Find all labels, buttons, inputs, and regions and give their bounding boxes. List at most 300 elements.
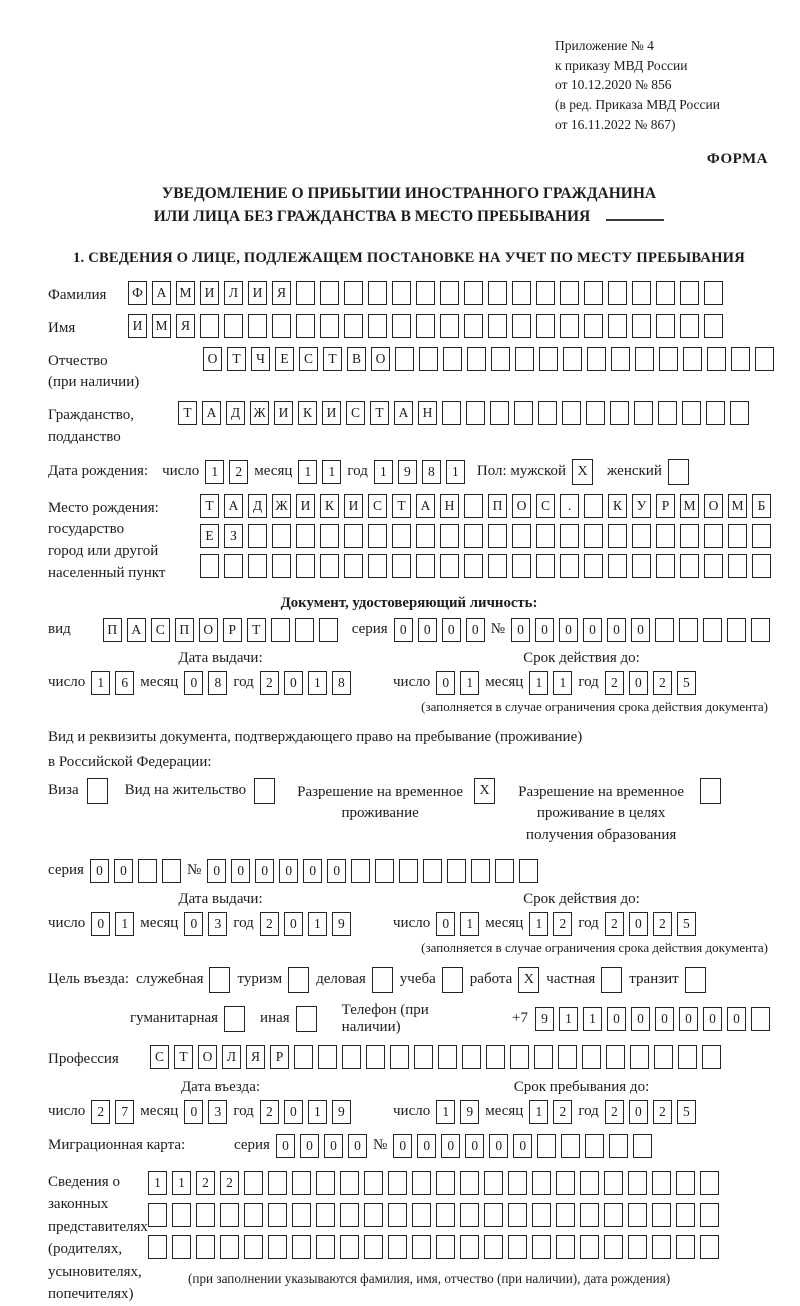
form-cell[interactable]: С xyxy=(368,494,387,518)
form-cell[interactable]: С xyxy=(151,618,170,642)
form-cell[interactable] xyxy=(486,1045,505,1069)
form-cell[interactable] xyxy=(563,347,582,371)
form-cell[interactable] xyxy=(656,524,675,548)
form-cell[interactable] xyxy=(340,1203,359,1227)
form-cell[interactable]: 0 xyxy=(727,1007,746,1031)
form-cell[interactable]: 2 xyxy=(91,1100,110,1124)
form-cell[interactable] xyxy=(388,1171,407,1195)
form-cell[interactable]: О xyxy=(512,494,531,518)
form-cell[interactable] xyxy=(532,1235,551,1259)
form-cell[interactable] xyxy=(628,1203,647,1227)
form-cell[interactable] xyxy=(319,618,338,642)
form-cell[interactable] xyxy=(728,524,747,548)
form-cell[interactable] xyxy=(680,281,699,305)
form-cell[interactable]: 0 xyxy=(394,618,413,642)
form-cell[interactable] xyxy=(368,554,387,578)
form-cell[interactable]: 1 xyxy=(91,671,110,695)
form-cell[interactable] xyxy=(344,524,363,548)
form-cell[interactable]: 0 xyxy=(436,671,455,695)
form-cell[interactable]: 0 xyxy=(629,671,648,695)
form-cell[interactable] xyxy=(484,1235,503,1259)
form-cell[interactable] xyxy=(512,281,531,305)
form-cell[interactable]: П xyxy=(175,618,194,642)
form-cell[interactable] xyxy=(464,524,483,548)
form-cell[interactable] xyxy=(248,314,267,338)
form-cell[interactable]: 1 xyxy=(298,460,317,484)
form-cell[interactable] xyxy=(608,281,627,305)
form-cell[interactable] xyxy=(706,401,725,425)
form-cell[interactable]: 0 xyxy=(629,912,648,936)
form-cell[interactable] xyxy=(364,1203,383,1227)
form-cell[interactable] xyxy=(148,1235,167,1259)
form-cell[interactable]: Е xyxy=(275,347,294,371)
form-cell[interactable]: 9 xyxy=(332,912,351,936)
form-cell[interactable]: 0 xyxy=(465,1134,484,1158)
form-cell[interactable]: Ж xyxy=(250,401,269,425)
form-cell[interactable]: М xyxy=(176,281,195,305)
official-checkbox[interactable] xyxy=(209,967,230,993)
form-cell[interactable]: 1 xyxy=(460,912,479,936)
form-cell[interactable]: Р xyxy=(223,618,242,642)
form-cell[interactable] xyxy=(751,1007,770,1031)
form-cell[interactable]: А xyxy=(202,401,221,425)
form-cell[interactable] xyxy=(172,1203,191,1227)
form-cell[interactable] xyxy=(556,1203,575,1227)
form-cell[interactable] xyxy=(702,1045,721,1069)
form-cell[interactable]: 2 xyxy=(553,912,572,936)
form-cell[interactable] xyxy=(582,1045,601,1069)
form-cell[interactable] xyxy=(316,1203,335,1227)
form-cell[interactable] xyxy=(703,618,722,642)
female-checkbox[interactable] xyxy=(668,459,689,485)
form-cell[interactable]: И xyxy=(296,494,315,518)
form-cell[interactable] xyxy=(466,401,485,425)
form-cell[interactable]: 0 xyxy=(583,618,602,642)
form-cell[interactable] xyxy=(368,281,387,305)
form-cell[interactable] xyxy=(244,1235,263,1259)
form-cell[interactable] xyxy=(220,1203,239,1227)
form-cell[interactable] xyxy=(556,1235,575,1259)
form-cell[interactable] xyxy=(395,347,414,371)
form-cell[interactable] xyxy=(731,347,750,371)
form-cell[interactable] xyxy=(610,401,629,425)
form-cell[interactable]: 9 xyxy=(535,1007,554,1031)
form-cell[interactable] xyxy=(584,554,603,578)
form-cell[interactable] xyxy=(604,1171,623,1195)
form-cell[interactable]: Н xyxy=(440,494,459,518)
form-cell[interactable]: 0 xyxy=(276,1134,295,1158)
form-cell[interactable] xyxy=(438,1045,457,1069)
form-cell[interactable]: Р xyxy=(270,1045,289,1069)
form-cell[interactable]: 0 xyxy=(327,859,346,883)
form-cell[interactable] xyxy=(632,281,651,305)
form-cell[interactable] xyxy=(586,401,605,425)
tourism-checkbox[interactable] xyxy=(288,967,309,993)
form-cell[interactable]: Т xyxy=(247,618,266,642)
form-cell[interactable] xyxy=(316,1171,335,1195)
form-cell[interactable]: 0 xyxy=(231,859,250,883)
form-cell[interactable] xyxy=(680,524,699,548)
form-cell[interactable] xyxy=(296,314,315,338)
form-cell[interactable]: Л xyxy=(222,1045,241,1069)
form-cell[interactable]: 2 xyxy=(220,1171,239,1195)
form-cell[interactable] xyxy=(368,524,387,548)
male-checkbox[interactable]: X xyxy=(572,459,593,485)
form-cell[interactable]: 2 xyxy=(653,671,672,695)
form-cell[interactable]: 3 xyxy=(208,1100,227,1124)
form-cell[interactable] xyxy=(515,347,534,371)
form-cell[interactable] xyxy=(659,347,678,371)
form-cell[interactable]: 7 xyxy=(115,1100,134,1124)
form-cell[interactable]: 2 xyxy=(196,1171,215,1195)
form-cell[interactable]: 2 xyxy=(605,1100,624,1124)
form-cell[interactable] xyxy=(416,281,435,305)
form-cell[interactable]: М xyxy=(680,494,699,518)
form-cell[interactable]: Т xyxy=(323,347,342,371)
form-cell[interactable]: М xyxy=(152,314,171,338)
form-cell[interactable] xyxy=(609,1134,628,1158)
form-cell[interactable] xyxy=(508,1171,527,1195)
form-cell[interactable] xyxy=(519,859,538,883)
form-cell[interactable]: 1 xyxy=(205,460,224,484)
form-cell[interactable]: 0 xyxy=(284,912,303,936)
other-checkbox[interactable] xyxy=(296,1006,317,1032)
form-cell[interactable] xyxy=(656,314,675,338)
form-cell[interactable]: Т xyxy=(227,347,246,371)
form-cell[interactable] xyxy=(512,314,531,338)
form-cell[interactable] xyxy=(537,1134,556,1158)
form-cell[interactable]: А xyxy=(224,494,243,518)
form-cell[interactable] xyxy=(296,524,315,548)
form-cell[interactable] xyxy=(200,314,219,338)
form-cell[interactable] xyxy=(412,1203,431,1227)
form-cell[interactable]: 0 xyxy=(91,912,110,936)
form-cell[interactable]: 0 xyxy=(303,859,322,883)
form-cell[interactable] xyxy=(633,1134,652,1158)
form-cell[interactable] xyxy=(580,1171,599,1195)
form-cell[interactable] xyxy=(560,524,579,548)
form-cell[interactable]: 0 xyxy=(393,1134,412,1158)
form-cell[interactable] xyxy=(268,1203,287,1227)
form-cell[interactable] xyxy=(423,859,442,883)
form-cell[interactable]: 9 xyxy=(460,1100,479,1124)
form-cell[interactable] xyxy=(634,401,653,425)
form-cell[interactable] xyxy=(436,1203,455,1227)
form-cell[interactable] xyxy=(676,1171,695,1195)
work-checkbox[interactable]: X xyxy=(518,967,539,993)
form-cell[interactable]: Р xyxy=(656,494,675,518)
form-cell[interactable] xyxy=(704,281,723,305)
form-cell[interactable] xyxy=(560,554,579,578)
form-cell[interactable]: 6 xyxy=(115,671,134,695)
form-cell[interactable] xyxy=(630,1045,649,1069)
form-cell[interactable] xyxy=(272,524,291,548)
form-cell[interactable]: Л xyxy=(224,281,243,305)
form-cell[interactable] xyxy=(248,554,267,578)
form-cell[interactable] xyxy=(271,618,290,642)
form-cell[interactable] xyxy=(162,859,181,883)
form-cell[interactable]: У xyxy=(632,494,651,518)
form-cell[interactable] xyxy=(512,524,531,548)
form-cell[interactable]: Ф xyxy=(128,281,147,305)
form-cell[interactable] xyxy=(584,524,603,548)
form-cell[interactable]: 0 xyxy=(535,618,554,642)
form-cell[interactable] xyxy=(562,401,581,425)
form-cell[interactable] xyxy=(510,1045,529,1069)
form-cell[interactable] xyxy=(200,554,219,578)
form-cell[interactable]: 0 xyxy=(184,1100,203,1124)
form-cell[interactable]: К xyxy=(608,494,627,518)
form-cell[interactable] xyxy=(538,401,557,425)
form-cell[interactable]: И xyxy=(344,494,363,518)
form-cell[interactable]: С xyxy=(346,401,365,425)
form-cell[interactable]: 1 xyxy=(559,1007,578,1031)
study-checkbox[interactable] xyxy=(442,967,463,993)
form-cell[interactable]: 2 xyxy=(229,460,248,484)
form-cell[interactable] xyxy=(655,618,674,642)
form-cell[interactable] xyxy=(680,314,699,338)
form-cell[interactable] xyxy=(488,281,507,305)
form-cell[interactable]: 0 xyxy=(207,859,226,883)
form-cell[interactable] xyxy=(556,1171,575,1195)
form-cell[interactable] xyxy=(244,1203,263,1227)
form-cell[interactable]: 5 xyxy=(677,671,696,695)
form-cell[interactable] xyxy=(584,314,603,338)
form-cell[interactable] xyxy=(320,314,339,338)
form-cell[interactable] xyxy=(608,524,627,548)
form-cell[interactable] xyxy=(464,494,483,518)
form-cell[interactable] xyxy=(292,1203,311,1227)
form-cell[interactable] xyxy=(296,281,315,305)
form-cell[interactable]: 0 xyxy=(631,1007,650,1031)
form-cell[interactable] xyxy=(388,1203,407,1227)
form-cell[interactable] xyxy=(392,281,411,305)
form-cell[interactable] xyxy=(560,281,579,305)
form-cell[interactable] xyxy=(364,1171,383,1195)
form-cell[interactable]: Я xyxy=(246,1045,265,1069)
form-cell[interactable] xyxy=(464,554,483,578)
form-cell[interactable] xyxy=(443,347,462,371)
form-cell[interactable] xyxy=(534,1045,553,1069)
form-cell[interactable]: 1 xyxy=(446,460,465,484)
form-cell[interactable]: С xyxy=(150,1045,169,1069)
form-cell[interactable] xyxy=(366,1045,385,1069)
form-cell[interactable] xyxy=(244,1171,263,1195)
form-cell[interactable] xyxy=(320,554,339,578)
form-cell[interactable] xyxy=(344,314,363,338)
form-cell[interactable]: 2 xyxy=(260,1100,279,1124)
form-cell[interactable]: О xyxy=(371,347,390,371)
form-cell[interactable] xyxy=(248,524,267,548)
form-cell[interactable]: Д xyxy=(248,494,267,518)
form-cell[interactable]: 1 xyxy=(148,1171,167,1195)
form-cell[interactable]: 0 xyxy=(629,1100,648,1124)
form-cell[interactable]: 0 xyxy=(436,912,455,936)
form-cell[interactable] xyxy=(611,347,630,371)
form-cell[interactable] xyxy=(755,347,774,371)
form-cell[interactable] xyxy=(412,1171,431,1195)
form-cell[interactable] xyxy=(585,1134,604,1158)
form-cell[interactable]: З xyxy=(224,524,243,548)
form-cell[interactable]: 0 xyxy=(513,1134,532,1158)
form-cell[interactable]: 0 xyxy=(417,1134,436,1158)
form-cell[interactable] xyxy=(292,1171,311,1195)
form-cell[interactable]: Н xyxy=(418,401,437,425)
form-cell[interactable] xyxy=(292,1235,311,1259)
form-cell[interactable]: 0 xyxy=(631,618,650,642)
form-cell[interactable] xyxy=(344,281,363,305)
form-cell[interactable] xyxy=(220,1235,239,1259)
form-cell[interactable]: 1 xyxy=(436,1100,455,1124)
form-cell[interactable]: 2 xyxy=(260,912,279,936)
form-cell[interactable]: 1 xyxy=(308,1100,327,1124)
form-cell[interactable] xyxy=(488,524,507,548)
form-cell[interactable]: 1 xyxy=(172,1171,191,1195)
form-cell[interactable]: 0 xyxy=(114,859,133,883)
form-cell[interactable]: 9 xyxy=(398,460,417,484)
visa-checkbox[interactable] xyxy=(87,778,108,804)
form-cell[interactable]: 0 xyxy=(90,859,109,883)
form-cell[interactable] xyxy=(272,554,291,578)
form-cell[interactable]: 2 xyxy=(605,671,624,695)
form-cell[interactable] xyxy=(652,1235,671,1259)
form-cell[interactable]: О xyxy=(704,494,723,518)
form-cell[interactable] xyxy=(707,347,726,371)
form-cell[interactable] xyxy=(652,1203,671,1227)
form-cell[interactable] xyxy=(580,1203,599,1227)
form-cell[interactable] xyxy=(679,618,698,642)
form-cell[interactable]: 8 xyxy=(208,671,227,695)
form-cell[interactable] xyxy=(447,859,466,883)
form-cell[interactable] xyxy=(700,1203,719,1227)
form-cell[interactable]: 0 xyxy=(184,912,203,936)
form-cell[interactable]: 0 xyxy=(442,618,461,642)
form-cell[interactable]: 5 xyxy=(677,912,696,936)
form-cell[interactable] xyxy=(584,494,603,518)
form-cell[interactable]: А xyxy=(152,281,171,305)
form-cell[interactable]: 0 xyxy=(511,618,530,642)
form-cell[interactable]: И xyxy=(128,314,147,338)
form-cell[interactable]: Я xyxy=(176,314,195,338)
form-cell[interactable] xyxy=(484,1171,503,1195)
form-cell[interactable]: 0 xyxy=(559,618,578,642)
form-cell[interactable]: 2 xyxy=(553,1100,572,1124)
form-cell[interactable]: 0 xyxy=(607,1007,626,1031)
form-cell[interactable] xyxy=(632,554,651,578)
form-cell[interactable] xyxy=(704,554,723,578)
form-cell[interactable] xyxy=(440,281,459,305)
form-cell[interactable]: 8 xyxy=(422,460,441,484)
form-cell[interactable] xyxy=(656,554,675,578)
form-cell[interactable] xyxy=(440,524,459,548)
form-cell[interactable]: Т xyxy=(392,494,411,518)
form-cell[interactable] xyxy=(628,1235,647,1259)
form-cell[interactable]: А xyxy=(127,618,146,642)
form-cell[interactable] xyxy=(196,1203,215,1227)
form-cell[interactable]: 0 xyxy=(489,1134,508,1158)
form-cell[interactable]: 1 xyxy=(308,912,327,936)
humanitarian-checkbox[interactable] xyxy=(224,1006,245,1032)
form-cell[interactable]: 2 xyxy=(653,912,672,936)
form-cell[interactable]: 0 xyxy=(679,1007,698,1031)
form-cell[interactable]: С xyxy=(536,494,555,518)
form-cell[interactable]: 0 xyxy=(284,671,303,695)
form-cell[interactable]: 9 xyxy=(332,1100,351,1124)
form-cell[interactable] xyxy=(654,1045,673,1069)
form-cell[interactable] xyxy=(412,1235,431,1259)
form-cell[interactable]: И xyxy=(322,401,341,425)
form-cell[interactable]: Ж xyxy=(272,494,291,518)
form-cell[interactable] xyxy=(296,554,315,578)
form-cell[interactable]: 2 xyxy=(605,912,624,936)
form-cell[interactable]: Т xyxy=(174,1045,193,1069)
form-cell[interactable]: 0 xyxy=(466,618,485,642)
form-cell[interactable]: 1 xyxy=(460,671,479,695)
form-cell[interactable]: А xyxy=(394,401,413,425)
form-cell[interactable] xyxy=(464,314,483,338)
form-cell[interactable] xyxy=(419,347,438,371)
form-cell[interactable]: 2 xyxy=(653,1100,672,1124)
form-cell[interactable]: 2 xyxy=(260,671,279,695)
form-cell[interactable] xyxy=(491,347,510,371)
form-cell[interactable] xyxy=(460,1171,479,1195)
form-cell[interactable]: 1 xyxy=(583,1007,602,1031)
form-cell[interactable]: Д xyxy=(226,401,245,425)
form-cell[interactable] xyxy=(294,1045,313,1069)
form-cell[interactable] xyxy=(320,281,339,305)
form-cell[interactable] xyxy=(316,1235,335,1259)
form-cell[interactable] xyxy=(632,314,651,338)
form-cell[interactable]: 0 xyxy=(703,1007,722,1031)
form-cell[interactable] xyxy=(700,1171,719,1195)
form-cell[interactable]: М xyxy=(728,494,747,518)
form-cell[interactable] xyxy=(442,401,461,425)
form-cell[interactable] xyxy=(318,1045,337,1069)
form-cell[interactable] xyxy=(388,1235,407,1259)
transit-checkbox[interactable] xyxy=(685,967,706,993)
form-cell[interactable] xyxy=(728,554,747,578)
form-cell[interactable]: Т xyxy=(200,494,219,518)
form-cell[interactable]: . xyxy=(560,494,579,518)
form-cell[interactable] xyxy=(342,1045,361,1069)
form-cell[interactable] xyxy=(730,401,749,425)
form-cell[interactable]: 0 xyxy=(279,859,298,883)
form-cell[interactable] xyxy=(351,859,370,883)
form-cell[interactable] xyxy=(392,314,411,338)
form-cell[interactable] xyxy=(587,347,606,371)
private-checkbox[interactable] xyxy=(601,967,622,993)
form-cell[interactable]: К xyxy=(320,494,339,518)
form-cell[interactable] xyxy=(752,554,771,578)
form-cell[interactable] xyxy=(632,524,651,548)
form-cell[interactable] xyxy=(532,1203,551,1227)
form-cell[interactable] xyxy=(268,1235,287,1259)
form-cell[interactable]: 1 xyxy=(529,912,548,936)
form-cell[interactable]: 0 xyxy=(655,1007,674,1031)
form-cell[interactable] xyxy=(532,1171,551,1195)
form-cell[interactable] xyxy=(364,1235,383,1259)
form-cell[interactable] xyxy=(368,314,387,338)
form-cell[interactable] xyxy=(656,281,675,305)
form-cell[interactable] xyxy=(628,1171,647,1195)
form-cell[interactable] xyxy=(508,1235,527,1259)
form-cell[interactable] xyxy=(678,1045,697,1069)
residence-permit-checkbox[interactable] xyxy=(254,778,275,804)
business-checkbox[interactable] xyxy=(372,967,393,993)
form-cell[interactable]: 0 xyxy=(284,1100,303,1124)
form-cell[interactable] xyxy=(416,554,435,578)
form-cell[interactable]: Б xyxy=(752,494,771,518)
